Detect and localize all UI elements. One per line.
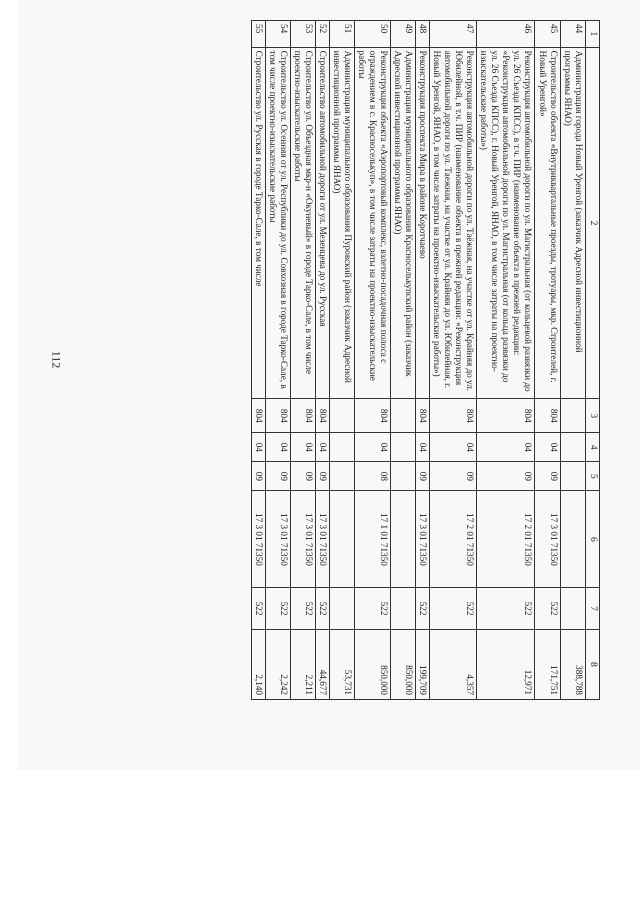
code-subsection: 09 <box>535 462 560 491</box>
row-number: 47 <box>430 21 477 48</box>
code-section: 04 <box>315 433 329 462</box>
object-name: Реконструкция проспекта Мира в районе Коротчаево <box>416 47 430 399</box>
header-cell: 6 <box>585 491 599 588</box>
amount: 2,140 <box>251 629 265 699</box>
table-row <box>329 21 354 700</box>
table-row <box>430 21 477 700</box>
rotated-table-wrapper <box>80 20 600 700</box>
object-name: Администрация города Новый Уренгой (заказчик Адресной инвестиционной программы ЯНАО) <box>560 47 585 399</box>
code-target: 17 2 01 71350 <box>477 491 535 588</box>
header-cell: 8 <box>585 629 599 699</box>
code-subsection: 09 <box>430 462 477 491</box>
code-ministry <box>329 399 354 433</box>
amount: 199,709 <box>416 629 430 699</box>
object-name: Администрация муниципального образования Пуровский район (заказчик Адресной инвестиционной программы ЯНАО) <box>329 47 354 399</box>
code-section: 04 <box>477 433 535 462</box>
code-expense-type: 522 <box>416 588 430 629</box>
table-row <box>251 21 265 700</box>
code-ministry: 804 <box>290 399 315 433</box>
code-target: 17 3 01 71350 <box>416 491 430 588</box>
code-expense-type: 522 <box>265 588 290 629</box>
row-number: 48 <box>416 21 430 48</box>
table-row <box>391 21 416 700</box>
code-subsection: 09 <box>315 462 329 491</box>
code-expense-type: 522 <box>315 588 329 629</box>
code-target: 17 3 01 71350 <box>315 491 329 588</box>
object-name: Реконструкция объекта «Аэропортовый комплекс, взлетно-посадочная полоса с ограждением в с. Красноселькуп», в том числе затраты на проектно-изыскательские работы <box>355 47 391 399</box>
column-number-row <box>585 21 599 700</box>
code-subsection: 09 <box>251 462 265 491</box>
amount: 2,211 <box>290 629 315 699</box>
code-target <box>560 491 585 588</box>
code-expense-type: 522 <box>290 588 315 629</box>
amount: 171,751 <box>535 629 560 699</box>
code-target: 17 3 01 71350 <box>290 491 315 588</box>
row-number: 50 <box>355 21 391 48</box>
code-subsection: 09 <box>416 462 430 491</box>
code-section: 04 <box>290 433 315 462</box>
code-subsection: 09 <box>477 462 535 491</box>
code-target: 17 3 01 71350 <box>535 491 560 588</box>
amount: 44,677 <box>315 629 329 699</box>
row-number: 45 <box>535 21 560 48</box>
table-row <box>535 21 560 700</box>
row-number: 46 <box>477 21 535 48</box>
table-body <box>251 21 599 700</box>
code-ministry <box>391 399 416 433</box>
code-section: 04 <box>416 433 430 462</box>
code-subsection <box>329 462 354 491</box>
budget-table <box>251 20 600 700</box>
object-name: Реконструкция автомобильной дороги по ул. Магистральная (от кольцевой развязки до ул. 26 Съезда КПСС), в т.ч. ПИР (наименование объекта в прежней редакции: «Реконструкция автомобильной дороги по ул. Магистральная (от кольца развязки до ул. 26 Съезда КПСС), г. Новый Уренгой, ЯНАО, в том числе затраты на проектно-изыскательские работы») <box>477 47 535 399</box>
code-section <box>391 433 416 462</box>
code-subsection <box>391 462 416 491</box>
code-section: 04 <box>251 433 265 462</box>
header-cell: 3 <box>585 399 599 433</box>
amount: 850,000 <box>355 629 391 699</box>
header-cell: 2 <box>585 47 599 399</box>
row-number: 49 <box>391 21 416 48</box>
code-ministry: 804 <box>251 399 265 433</box>
code-section <box>329 433 354 462</box>
amount: 388,788 <box>560 629 585 699</box>
code-subsection: 09 <box>265 462 290 491</box>
code-section: 04 <box>355 433 391 462</box>
code-section: 04 <box>535 433 560 462</box>
code-target: 17 1 01 71350 <box>355 491 391 588</box>
code-ministry: 804 <box>535 399 560 433</box>
code-expense-type: 522 <box>355 588 391 629</box>
header-cell: 5 <box>585 462 599 491</box>
code-ministry: 804 <box>265 399 290 433</box>
amount: 53,731 <box>329 629 354 699</box>
object-name: Строительство ул. Осенняя от ул. Республики до ул. Совхозная в городе Тарко-Сале, в том числе проектно-изыскательские работы <box>265 47 290 399</box>
amount: 2,242 <box>265 629 290 699</box>
code-ministry: 804 <box>315 399 329 433</box>
header-cell: 1 <box>585 21 599 48</box>
amount: 4,357 <box>430 629 477 699</box>
code-expense-type <box>391 588 416 629</box>
row-number: 54 <box>265 21 290 48</box>
code-section <box>560 433 585 462</box>
code-section: 04 <box>430 433 477 462</box>
code-ministry: 804 <box>430 399 477 433</box>
table-row <box>355 21 391 700</box>
code-ministry: 804 <box>355 399 391 433</box>
code-section: 04 <box>265 433 290 462</box>
row-number: 52 <box>315 21 329 48</box>
row-number: 51 <box>329 21 354 48</box>
amount: 12,971 <box>477 629 535 699</box>
table-row <box>315 21 329 700</box>
object-name: Строительство автомобильной дороги от ул. Мезенцева до ул. Русская <box>315 47 329 399</box>
code-target: 17 3 01 71350 <box>265 491 290 588</box>
code-expense-type: 522 <box>430 588 477 629</box>
table-row <box>560 21 585 700</box>
object-name: Строительство ул. Русская в городе Тарко-Сале, в том числе <box>251 47 265 399</box>
code-subsection <box>560 462 585 491</box>
code-target: 17 2 01 71350 <box>430 491 477 588</box>
object-name: Строительство объекта «Внутриквартальные проезды, тротуары, мкр. Строителей, г. Новый Уренгой» <box>535 47 560 399</box>
object-name: Администрация муниципального образования Красноселькупский район (заказчик Адресной инвестиционной программы ЯНАО) <box>391 47 416 399</box>
code-subsection: 09 <box>290 462 315 491</box>
table-row <box>290 21 315 700</box>
code-subsection: 08 <box>355 462 391 491</box>
object-name: Строительство ул. Объездная мкр-н «Окуневый» в городе Тарко-Сале, в том числе проектно-изыскательские работы <box>290 47 315 399</box>
code-expense-type: 522 <box>535 588 560 629</box>
row-number: 55 <box>251 21 265 48</box>
code-ministry: 804 <box>477 399 535 433</box>
amount: 850,000 <box>391 629 416 699</box>
code-expense-type: 522 <box>477 588 535 629</box>
code-target <box>391 491 416 588</box>
row-number: 53 <box>290 21 315 48</box>
code-ministry <box>560 399 585 433</box>
table-row <box>416 21 430 700</box>
table-row <box>265 21 290 700</box>
table-row <box>477 21 535 700</box>
code-target <box>329 491 354 588</box>
object-name: Реконструкция автомобильной дороги по ул. Таёжная, на участке от ул. Крайняя до ул. Юбилейной, в т.ч. ПИР (наименование объекта в прежней редакции: «Реконструкция автомобильной дороги по ул. Таежная, на участке от ул. Крайняя до ул. Юбилейная, г. Новый Уренгой, ЯНАО, в том числе затраты на проектно-изыскательские работы») <box>430 47 477 399</box>
code-expense-type <box>560 588 585 629</box>
row-number: 44 <box>560 21 585 48</box>
header-cell: 7 <box>585 588 599 629</box>
code-expense-type <box>329 588 354 629</box>
code-expense-type: 522 <box>251 588 265 629</box>
header-cell: 4 <box>585 433 599 462</box>
code-ministry: 804 <box>416 399 430 433</box>
code-target: 17 3 01 71350 <box>251 491 265 588</box>
page-number: 112 <box>49 350 64 369</box>
